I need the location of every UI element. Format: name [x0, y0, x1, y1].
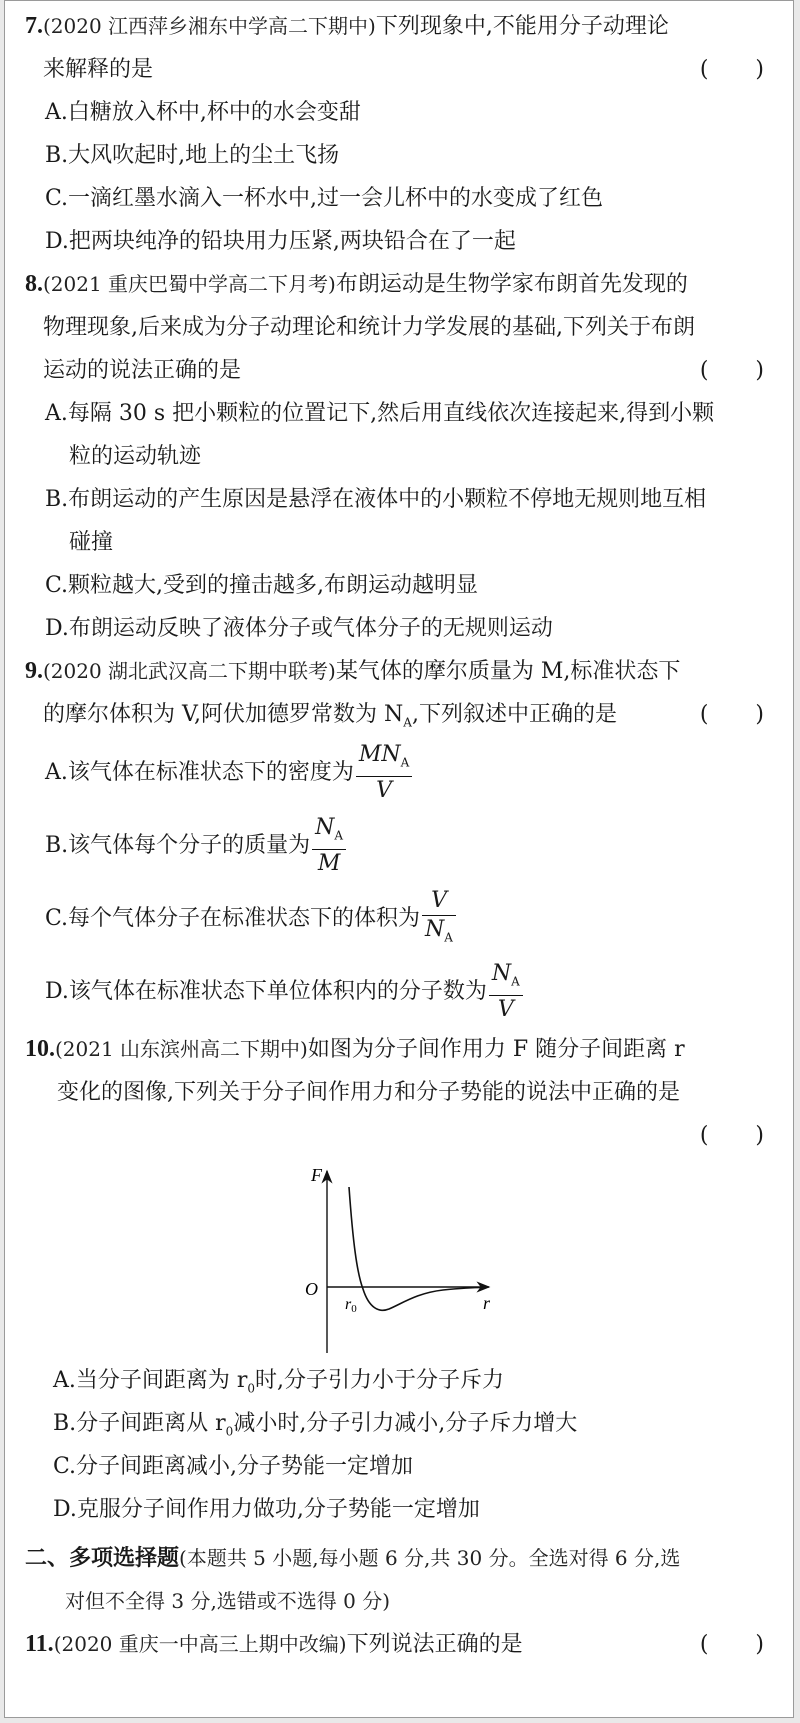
q7-option-c: C.一滴红墨水滴入一杯水中,过一会儿杯中的水变成了红色 — [45, 186, 604, 211]
q9-answer-blank: ( ) — [699, 702, 765, 727]
q10-option-b-sub: 0 — [225, 1424, 234, 1439]
q9-option-d-fraction — [489, 960, 523, 1024]
q8-stem-3: 运动的说法正确的是 — [43, 358, 242, 383]
q9-option-d-denominator: V — [497, 997, 514, 1023]
q9-line-1 — [25, 650, 779, 693]
q9-option-d — [25, 955, 779, 1028]
q8-option-a-line-2: 粒的运动轨迹 — [69, 444, 202, 469]
q10-option-b — [25, 1402, 779, 1445]
q8-option-d: D.布朗运动反映了液体分子或气体分子的无规则运动 — [45, 616, 553, 641]
q11-number: 11. — [25, 1631, 54, 1657]
q8-answer-blank: ( ) — [699, 358, 765, 383]
q7-stem-2: 来解释的是 — [43, 57, 154, 82]
q9-option-a-numerator-sub: A — [400, 755, 410, 770]
q9-stem-1: 某气体的摩尔质量为 M,标准状态下 — [335, 659, 681, 684]
force-curve — [349, 1187, 483, 1310]
r0-label — [345, 1296, 357, 1315]
q9-option-d-numerator-sub: A — [511, 974, 520, 989]
q10-line-3 — [25, 1114, 779, 1157]
q8-option-b-line-1: B.布朗运动的产生原因是悬浮在液体中的小颗粒不停地无规则地互相 — [45, 487, 707, 512]
q9-option-d-numerator: N — [491, 960, 512, 986]
q11-line-1 — [25, 1623, 779, 1666]
q10-stem-2: 变化的图像,下列关于分子间作用力和分子势能的说法中正确的是 — [57, 1080, 680, 1105]
q9-option-c-fraction — [422, 887, 456, 951]
q7-source: (2020 江西萍乡湘东中学高二下期中) — [43, 14, 376, 38]
q7-stem-1: 下列现象中,不能用分子动理论 — [375, 14, 669, 39]
q9-option-a-text: A.该气体在标准状态下的密度为 — [45, 760, 354, 785]
q10-answer-blank: ( ) — [699, 1123, 765, 1148]
q10-graph-area — [25, 1163, 779, 1359]
q8-option-c: C.颗粒越大,受到的撞击越多,布朗运动越明显 — [45, 573, 479, 598]
y-axis-label: F — [311, 1165, 322, 1185]
section-2-header — [25, 1537, 779, 1580]
section-2-desc-2 — [25, 1580, 779, 1623]
q9-option-c — [25, 882, 779, 955]
q8-stem-1: 布朗运动是生物学家布朗首先发现的 — [335, 272, 688, 297]
q9-option-b-numerator-sub: A — [334, 828, 344, 843]
r0-label-main: r — [345, 1296, 352, 1313]
q10-stem-1: 如图为分子间作用力 F 随分子间距离 r — [307, 1037, 685, 1062]
q8-line-1 — [25, 263, 779, 306]
exam-page — [4, 0, 794, 1718]
q8-line-3 — [25, 349, 779, 392]
q7-option-d: D.把两块纯净的铅块用力压紧,两块铅合在了一起 — [45, 229, 516, 254]
q9-option-a-denominator: V — [376, 778, 393, 804]
q9-option-c-denominator-sub: A — [444, 930, 453, 945]
q9-option-d-text: D.该气体在标准状态下单位体积内的分子数为 — [45, 979, 487, 1004]
q7-number: 7. — [25, 13, 43, 39]
q9-option-c-numerator: V — [422, 887, 456, 916]
q8-option-a-line-1: A.每隔 30 s 把小颗粒的位置记下,然后用直线依次连接起来,得到小颗 — [45, 401, 715, 426]
q9-option-b-fraction — [312, 814, 346, 878]
q7-line-2 — [25, 48, 779, 91]
q9-option-b-denominator: M — [317, 851, 341, 877]
q11-source: (2020 重庆一中高三上期中改编) — [53, 1632, 347, 1656]
q11-answer-blank: ( ) — [699, 1632, 765, 1657]
q9-stem-2b: ,下列叙述中正确的是 — [411, 702, 617, 727]
q9-option-a — [25, 736, 779, 809]
origin-label: O — [305, 1279, 318, 1299]
section-2-title: 二、多项选择题 — [25, 1546, 180, 1571]
q7-option-a: A.白糖放入杯中,杯中的水会变甜 — [45, 100, 361, 125]
section-2-desc-2-text: 对但不全得 3 分,选错或不选得 0 分) — [65, 1589, 391, 1613]
q10-option-b-text-2: 减小时,分子引力减小,分子斥力增大 — [233, 1411, 578, 1436]
q9-option-b-numerator: N — [315, 814, 335, 840]
q8-number: 8. — [25, 271, 43, 297]
q10-number: 10. — [25, 1036, 55, 1062]
q10-option-a-text-1: A.当分子间距离为 r — [53, 1368, 248, 1393]
q8-source: (2021 重庆巴蜀中学高二下月考) — [43, 272, 336, 296]
q9-source: (2020 湖北武汉高二下期中联考) — [43, 659, 336, 683]
x-axis-label: r — [483, 1293, 491, 1313]
q10-option-d: D.克服分子间作用力做功,分子势能一定增加 — [53, 1497, 480, 1522]
q8-option-b-line-2: 碰撞 — [69, 530, 114, 555]
q10-line-1 — [25, 1028, 779, 1071]
q9-option-b — [25, 809, 779, 882]
q9-number: 9. — [25, 658, 43, 684]
q10-option-a-sub: 0 — [247, 1381, 256, 1396]
q9-stem-2-sub: A — [403, 715, 412, 730]
q9-option-a-fraction — [356, 741, 412, 805]
q9-line-2 — [25, 693, 779, 736]
q8-stem-2: 物理现象,后来成为分子动理论和统计力学发展的基础,下列关于布朗 — [43, 315, 695, 340]
r0-label-sub: 0 — [351, 1303, 357, 1315]
q10-option-c: C.分子间距离减小,分子势能一定增加 — [53, 1454, 414, 1479]
q10-option-a-text-2: 时,分子引力小于分子斥力 — [255, 1368, 505, 1393]
force-distance-graph — [293, 1163, 513, 1359]
q7-line-1 — [25, 5, 779, 48]
q10-source: (2021 山东滨州高二下期中) — [55, 1037, 308, 1061]
q10-option-b-text-1: B.分子间距离从 r — [53, 1411, 226, 1436]
q11-stem: 下列说法正确的是 — [346, 1632, 523, 1657]
q9-option-b-text: B.该气体每个分子的质量为 — [45, 833, 311, 858]
q7-option-b: B.大风吹起时,地上的尘土飞扬 — [45, 143, 340, 168]
q9-option-c-text: C.每个气体分子在标准状态下的体积为 — [45, 906, 421, 931]
q9-option-a-numerator: MN — [358, 741, 401, 767]
q7-answer-blank: ( ) — [699, 57, 765, 82]
q9-stem-2a: 的摩尔体积为 V,阿伏加德罗常数为 N — [43, 702, 404, 727]
q10-option-a — [25, 1359, 779, 1402]
section-2-desc-1: (本题共 5 小题,每小题 6 分,共 30 分。全选对得 6 分,选 — [179, 1546, 681, 1570]
q9-option-c-denominator: N — [425, 916, 445, 942]
